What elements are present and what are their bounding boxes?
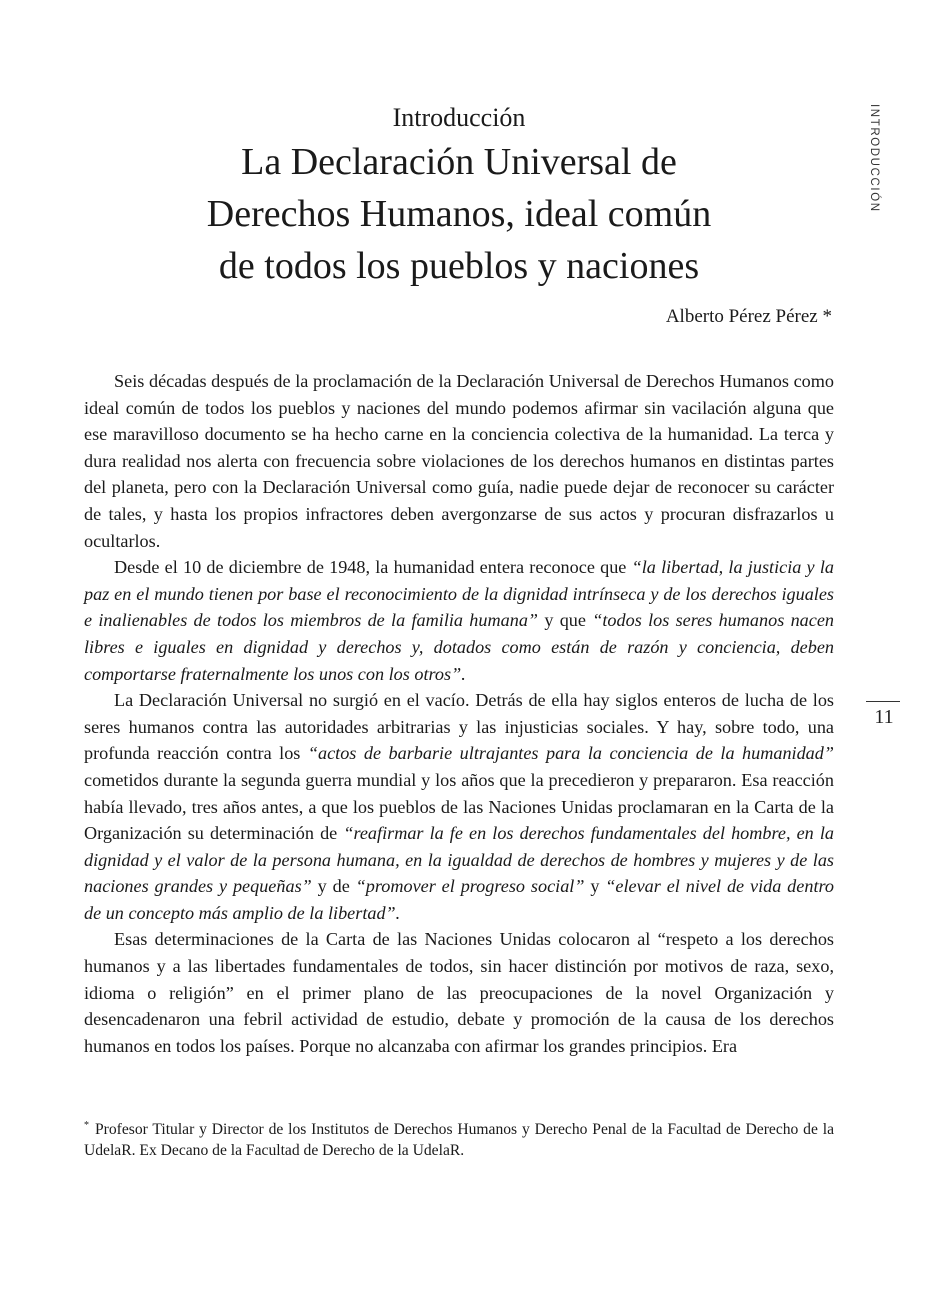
paragraph-text: Desde el 10 de diciembre de 1948, la humanidad entera reconoce que (114, 557, 632, 578)
section-side-tab (866, 104, 888, 214)
body-paragraph (84, 554, 834, 687)
chapter-title (84, 136, 834, 292)
quoted-text: “todos los seres humanos nacen libres e iguales en dignidad y derechos y, dotados como están de razón y conciencia, deben comportarse fraternalmente los unos con los otros”. (84, 610, 834, 684)
footnote (84, 1115, 834, 1161)
section-side-tab-label: INTRODUCCIÓN (868, 104, 880, 213)
body-paragraph (84, 926, 834, 1059)
body-text (84, 368, 834, 1059)
footnote-marker: * (84, 1120, 89, 1131)
paragraph-text: Seis décadas después de la proclamación de la Declaración Universal de Derechos Humanos como ideal común de todos los pueblos y naciones del mundo podemos afirmar sin vacilación alguna que ese maravilloso documento se ha hecho carne en la conciencia colectiva de la humanidad. La terca y dura realidad nos alerta con frecuencia sobre violaciones de los derechos humanos en distintas partes del planeta, pero con la Declaración Universal como guía, nadie puede dejar de reconocer su carácter de tales, y hasta los propios infractores deben avergonzarse de sus actos y procuran disfrazarlos u ocultarlos. (84, 371, 834, 551)
footnote-text: Profesor Titular y Director de los Institutos de Derechos Humanos y Derecho Penal de la Facultad de Derecho de la UdelaR. Ex Decano de la Facultad de Derecho de la UdelaR. (84, 1121, 834, 1160)
page-number-rule (866, 701, 900, 702)
page-number: 11 (874, 706, 894, 728)
body-paragraph (84, 368, 834, 554)
quoted-text: “reafirmar la fe en los derechos fundamentales del hombre, en la dignidad y el valor de la persona humana, en la igualdad de derechos de hombres y mujeres y de las naciones grandes y pequeñas” (84, 823, 834, 897)
chapter-title-line: Derechos Humanos, ideal común (206, 193, 712, 235)
paragraph-text: cometidos durante la segunda guerra mundial y los años que la precedieron y prepararon. Esa reacción había llevado, tres años antes, a que los pueblos de las Naciones Unidas proclamaran en la Carta de la Organización su determinación de (84, 769, 834, 844)
quoted-text: “promover el progreso social” (355, 876, 585, 897)
quoted-text: “actos de barbarie ultrajantes para la conciencia de la humanidad” (307, 743, 834, 764)
chapter-kicker: Introducción (392, 103, 526, 132)
chapter-header (84, 100, 834, 292)
paragraph-text: Esas determinaciones de la Carta de las Naciones Unidas colocaron al “respeto a los derechos humanos y a las libertades fundamentales de todos, sin hacer distinción por motivos de raza, sexo, idioma o religión” en el primer plano de las preocupaciones de la novel Organización y desencadenaron una febril actividad de estudio, debate y promoción de la causa de los derechos humanos en todos los países. Porque no alcanzaba con afirmar los grandes principios. Era (84, 929, 834, 1056)
quoted-text: “elevar el nivel de vida dentro de un concepto más amplio de la libertad”. (84, 876, 834, 923)
author-byline: Alberto Pérez Pérez * (665, 306, 832, 327)
chapter-title-line: de todos los pueblos y naciones (218, 245, 700, 287)
paragraph-text: y de (311, 876, 356, 897)
chapter-title-line: La Declaración Universal de (241, 141, 677, 183)
body-paragraph (84, 687, 834, 926)
paragraph-text: y que (538, 610, 593, 631)
quoted-text: “la libertad, la justicia y la paz en el mundo tienen por base el reconocimiento de la dignidad intrínseca y de los derechos iguales e inalienables de todos los miembros de la familia humana” (84, 557, 834, 631)
paragraph-text: y (584, 876, 606, 897)
paragraph-text: La Declaración Universal no surgió en el vacío. Detrás de ella hay siglos enteros de lucha de los seres humanos contra las autoridades arbitrarias y las injusticias sociales. Y hay, sobre todo, una profunda reacción contra los (84, 690, 834, 764)
